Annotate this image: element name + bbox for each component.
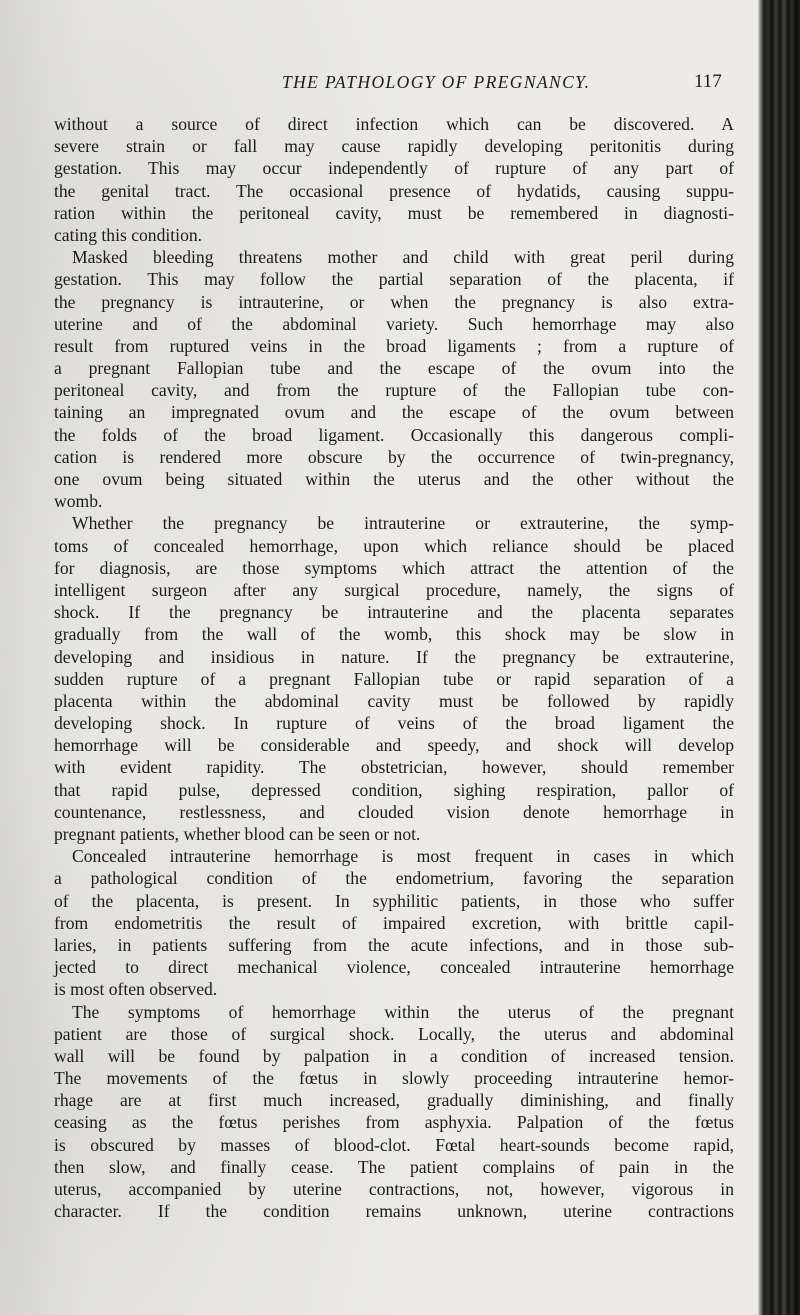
text-line: The symptoms of hemorrhage within the uterus of the pregnant (72, 1001, 734, 1022)
text-line: wall will be found by palpation in a condition of increased tension. (54, 1045, 734, 1066)
text-line: uterus, accompanied by uterine contractions, not, however, vigorous in (54, 1179, 734, 1199)
text-line: peritoneal cavity, and from the rupture of the Fallopian tube con- (54, 380, 734, 401)
text-line: Whether the pregnancy be intrauterine or extrauterine, the symp- (72, 513, 734, 534)
text-line: then slow, and finally cease. The patient complains of pain in the (54, 1156, 734, 1177)
body-text (54, 113, 734, 1222)
text-line: gradually from the wall of the womb, this shock may be slow in (54, 624, 734, 645)
text-line: hemorrhage will be considerable and speedy, and shock will develop (54, 735, 734, 756)
running-head: THE PATHOLOGY OF PREGNANCY. (282, 72, 591, 92)
text-line: jected to direct mechanical violence, concealed intrauterine hemorrhage (54, 957, 734, 978)
text-line: cation is rendered more obscure by the occurrence of twin-pregnancy, (54, 446, 734, 467)
text-line: the folds of the broad ligament. Occasionally this dangerous compli- (54, 424, 734, 445)
text-line: from endometritis the result of impaired excretion, with brittle capil- (54, 912, 734, 933)
text-line: severe strain or fall may cause rapidly developing peritonitis during (54, 136, 734, 157)
text-line: that rapid pulse, depressed condition, sighing respiration, pallor of (54, 779, 734, 800)
text-line: intelligent surgeon after any surgical procedure, namely, the signs of (54, 579, 734, 600)
text-line: placenta within the abdominal cavity must be followed by rapidly (54, 690, 734, 711)
book-spine-edge (758, 0, 800, 1315)
text-line: countenance, restlessness, and clouded vision denote hemorrhage in (54, 801, 734, 822)
text-line: patient are those of surgical shock. Locally, the uterus and abdominal (54, 1023, 734, 1044)
text-line: Masked bleeding threatens mother and child with great peril during (72, 247, 734, 268)
text-line: toms of concealed hemorrhage, upon which reliance should be placed (54, 535, 734, 556)
text-line: developing shock. In rupture of veins of the broad ligament the (54, 713, 734, 734)
text-line: The movements of the fœtus in slowly proceeding intrauterine hemor- (54, 1068, 734, 1089)
text-line: result from ruptured veins in the broad ligaments ; from a rupture of (54, 335, 734, 356)
text-line: laries, in patients suffering from the acute infections, and in those sub- (54, 934, 734, 955)
text-line: a pregnant Fallopian tube and the escape of the ovum into the (54, 358, 734, 379)
text-line: for diagnosis, are those symptoms which attract the attention of the (54, 557, 734, 578)
text-line: is obscured by masses of blood-clot. Fœtal heart-sounds become rapid, (54, 1134, 734, 1155)
text-line: pregnant patients, whether blood can be seen or not. (54, 824, 421, 844)
text-line: character. If the condition remains unknown, uterine contractions (54, 1201, 734, 1222)
text-line: without a source of direct infection which can be discovered. A (54, 114, 734, 134)
text-line: shock. If the pregnancy be intrauterine and the placenta separates (54, 602, 734, 623)
text-line: one ovum being situated within the uterus and the other without the (54, 469, 734, 489)
text-line: the pregnancy is intrauterine, or when the pregnancy is also extra- (54, 291, 734, 312)
text-line: developing and insidious in nature. If the pregnancy be extrauterine, (54, 646, 734, 667)
text-line: sudden rupture of a pregnant Fallopian tube or rapid separation of a (54, 668, 734, 689)
text-line: Concealed intrauterine hemorrhage is most frequent in cases in which (72, 846, 734, 867)
text-line: a pathological condition of the endometrium, favoring the separation (54, 868, 734, 889)
text-line: of the placenta, is present. In syphilitic patients, in those who suffer (54, 890, 734, 911)
text-line: gestation. This may occur independently of rupture of any part of (54, 158, 734, 179)
text-line: ration within the peritoneal cavity, must be remembered in diagnosti- (54, 202, 734, 223)
text-line: is most often observed. (54, 979, 218, 1000)
page-number: 117 (694, 71, 722, 92)
page-header (0, 72, 740, 96)
text-line: cating this condition. (54, 224, 203, 245)
text-line: with evident rapidity. The obstetrician, however, should remember (54, 757, 734, 778)
text-line: womb. (54, 491, 103, 512)
text-line: ceasing as the fœtus perishes from asphyxia. Palpation of the fœtus (54, 1112, 734, 1133)
text-line: gestation. This may follow the partial separation of the placenta, if (54, 269, 734, 290)
text-line: uterine and of the abdominal variety. Such hemorrhage may also (54, 313, 734, 334)
text-line: taining an impregnated ovum and the escape of the ovum between (54, 402, 734, 423)
text-line: the genital tract. The occasional presence of hydatids, causing suppu- (54, 180, 734, 201)
text-line: rhage are at first much increased, gradually diminishing, and finally (54, 1090, 734, 1111)
